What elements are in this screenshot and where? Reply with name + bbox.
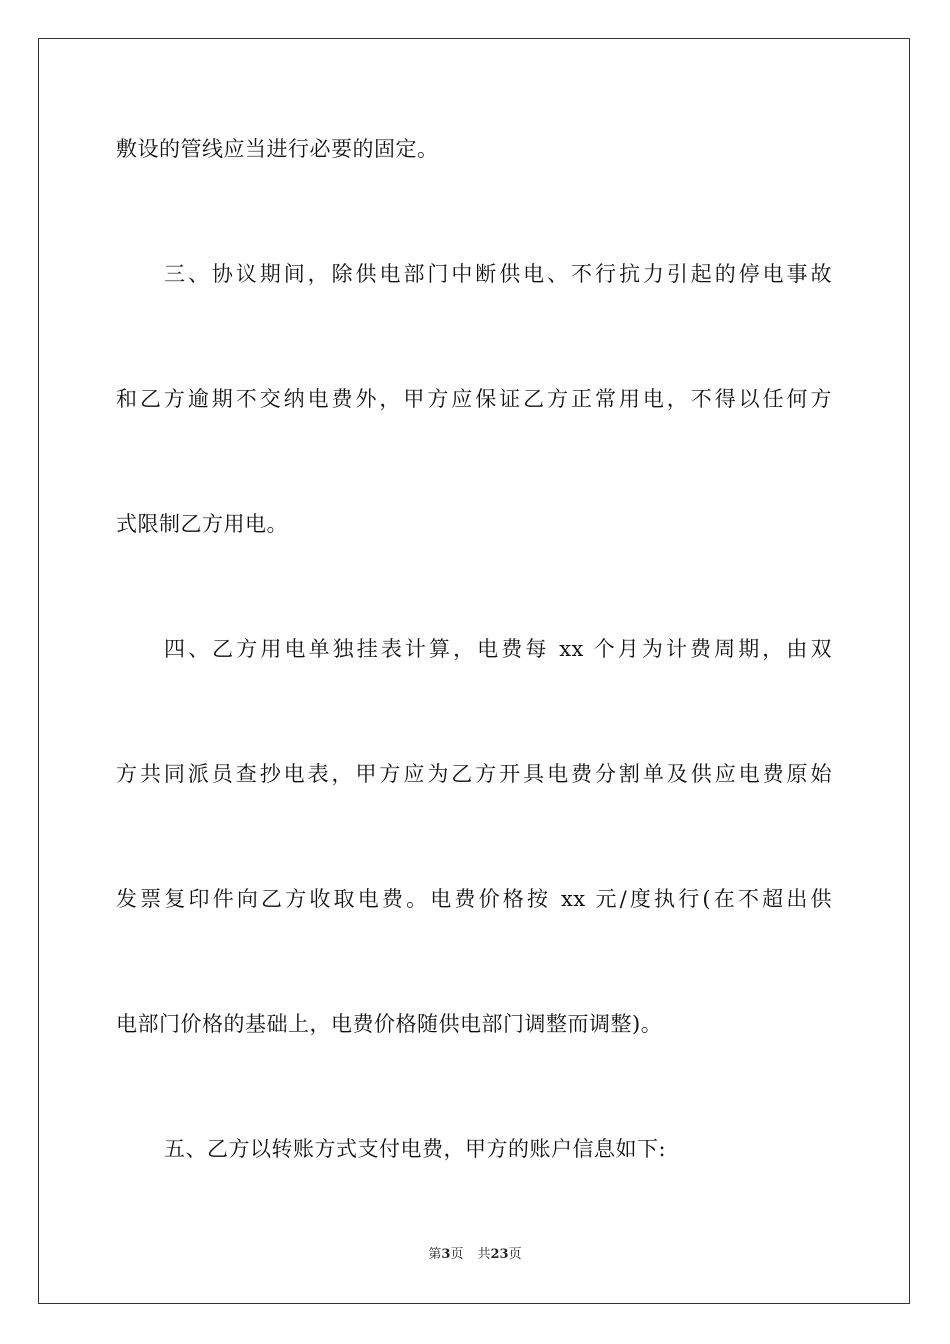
text-line-6: 方共同派员查抄电表，甲方应为乙方开具电费分割单及供应电费原始 — [116, 762, 832, 786]
text-line-8: 电部门价格的基础上，电费价格随供电部门调整而调整)。 — [116, 1012, 663, 1036]
footer-total-prefix: 共 — [477, 1247, 491, 1262]
text-line-7: 发票复印件向乙方收取电费。电费价格按 xx 元/度执行(在不超出供 — [116, 887, 832, 911]
text-line-5: 四、乙方用电单独挂表计算，电费每 xx 个月为计费周期，由双 — [164, 637, 832, 661]
text-line-4: 式限制乙方用电。 — [116, 512, 288, 536]
page-border — [38, 38, 910, 1304]
text-line-1: 敷设的管线应当进行必要的固定。 — [116, 137, 439, 161]
footer-page-suffix: 页 — [450, 1247, 464, 1262]
footer-total-pages: 23 — [490, 1247, 509, 1262]
text-line-2: 三、协议期间，除供电部门中断供电、不行抗力引起的停电事故 — [164, 262, 832, 286]
footer-total-suffix: 页 — [508, 1247, 522, 1262]
footer-page-prefix: 第 — [428, 1247, 442, 1262]
footer-current-page: 3 — [441, 1247, 451, 1262]
text-line-9: 五、乙方以转账方式支付电费，甲方的账户信息如下: — [164, 1137, 667, 1161]
text-line-3: 和乙方逾期不交纳电费外，甲方应保证乙方正常用电，不得以任何方 — [116, 387, 832, 411]
page-footer — [0, 1246, 950, 1264]
